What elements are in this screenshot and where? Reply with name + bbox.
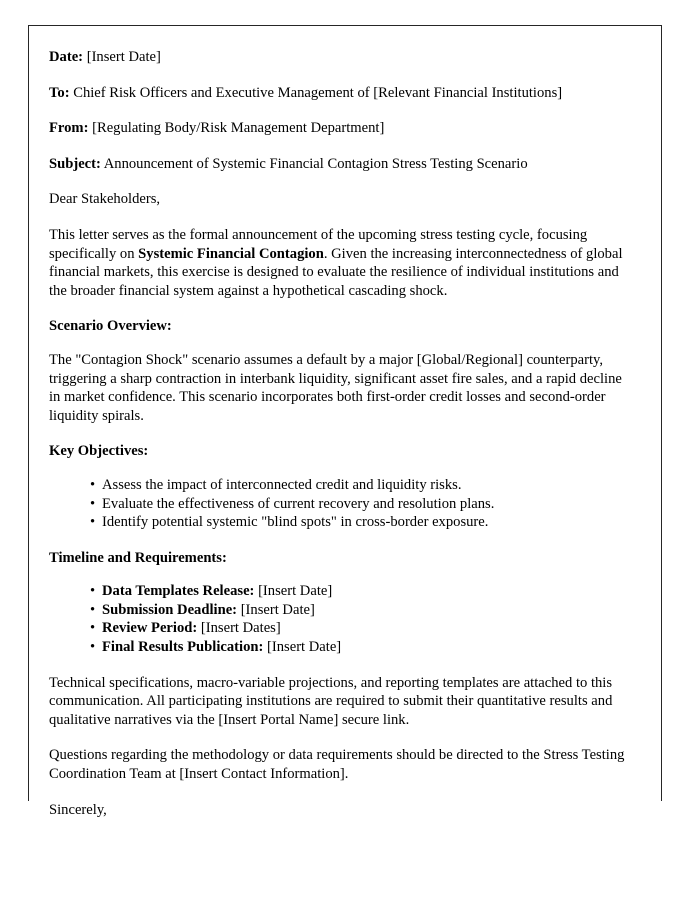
questions-paragraph: Questions regarding the methodology or data requirements should be directed to the Stress Testing Coordination Team at [Insert Contact Information].: [49, 747, 625, 783]
field-from-value: [Regulating Body/Risk Management Department]: [92, 120, 385, 137]
closing-clipped: [49, 801, 633, 818]
scenario-overview-body: The "Contagion Shock" scenario assumes a default by a major [Global/Regional] counterparty, triggering a sharp contraction in interbank liquidity, significant asset fire sales, and a rapid decline in market confidence. This scenario incorporates both first-order credit losses and second-order liquidity spirals.: [49, 351, 622, 424]
technical-paragraph: Technical specifications, macro-variable projections, and reporting templates are attached to this communication. All participating institutions are required to submit their quantitative results and qualitative narratives via the [Insert Portal Name] secure link.: [49, 674, 613, 728]
scenario-overview-heading: Scenario Overview:: [49, 318, 172, 335]
field-subject: [49, 155, 633, 174]
field-to: [49, 84, 633, 103]
timeline-item-label: Data Templates Release:: [102, 583, 255, 600]
timeline-requirements-list: [49, 582, 633, 656]
timeline-item-value: [Insert Dates]: [200, 620, 281, 637]
closing-text: Sincerely,: [49, 801, 107, 818]
timeline-item-label: Review Period:: [102, 620, 198, 637]
field-to-label: To:: [49, 84, 70, 101]
field-date-value: [Insert Date]: [86, 49, 161, 65]
list-item: [90, 638, 633, 657]
timeline-item-value: [Insert Date]: [240, 601, 315, 618]
timeline-requirements-heading: Timeline and Requirements:: [49, 549, 227, 566]
timeline-item-label: Final Results Publication:: [102, 639, 264, 656]
field-date: [49, 48, 633, 67]
field-from: [49, 119, 633, 138]
intro-paragraph: [49, 226, 633, 300]
salutation: Dear Stakeholders,: [49, 191, 161, 208]
field-to-value: Chief Risk Officers and Executive Management of [Relevant Financial Institutions]: [73, 84, 563, 101]
list-item: • Evaluate the effectiveness of current recovery and resolution plans.: [90, 495, 633, 514]
document-page: [28, 25, 662, 818]
list-item: • Identify potential systemic "blind spots" in cross-border exposure.: [90, 513, 633, 532]
key-objectives-heading: Key Objectives:: [49, 443, 149, 460]
field-subject-label: Subject:: [49, 155, 101, 172]
list-item: [90, 582, 633, 601]
list-item: [90, 619, 633, 638]
timeline-item-label: Submission Deadline:: [102, 601, 238, 618]
intro-emphasis: Systemic Financial Contagion: [138, 245, 324, 262]
intro-part-1: This letter serves as the formal announcement of the upcoming stress testing cycle, focusing specifically on: [49, 226, 588, 262]
timeline-item-value: [Insert Date]: [258, 583, 333, 600]
field-from-label: From:: [49, 120, 89, 137]
letter-body: [29, 26, 661, 818]
timeline-item-value: [Insert Date]: [267, 639, 342, 656]
field-subject-value: Announcement of Systemic Financial Contagion Stress Testing Scenario: [103, 155, 528, 172]
intro-part-2: . Given the increasing interconnectedness of global financial markets, this exercise is designed to evaluate the resilience of individual institutions and the broader financial system against a hypothetical cascading shock.: [49, 245, 623, 299]
field-date-label: Date:: [49, 49, 84, 65]
list-item: • Assess the impact of interconnected credit and liquidity risks.: [90, 476, 633, 495]
list-item: [90, 601, 633, 620]
key-objectives-list: [49, 476, 633, 532]
